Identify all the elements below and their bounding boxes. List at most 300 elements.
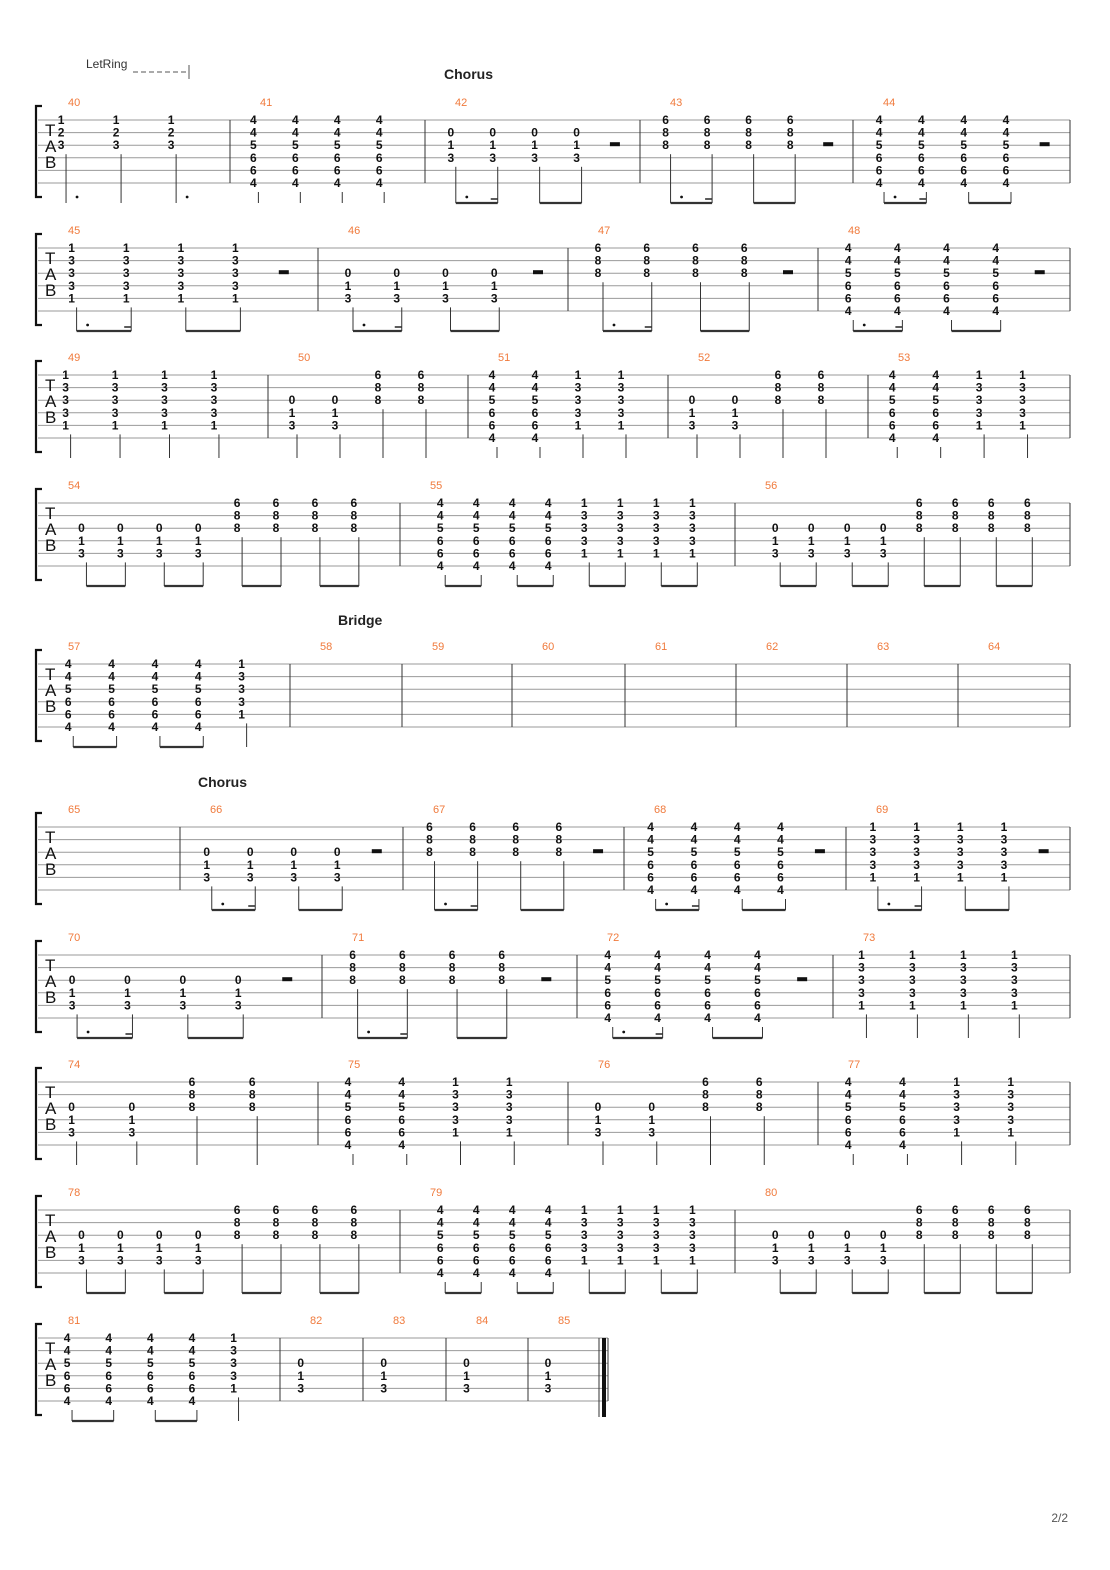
fret-number: 6 [1023,1203,1031,1217]
fret-number: 3 [652,521,660,536]
fret-number: 3 [1000,832,1008,847]
fret-number: 6 [654,985,661,1000]
fret-number: 1 [573,138,580,153]
fret-number: 1 [652,1253,660,1268]
fret-number: 1 [616,546,624,561]
fret-number: 4 [63,1343,71,1358]
fret-number: 1 [238,657,245,671]
rhythm-dot [863,324,866,327]
fret-number: 4 [777,820,784,834]
fret-number: 5 [488,393,496,408]
fret-number: 8 [469,845,476,860]
fret-number: 3 [380,1381,388,1396]
fret-number: 4 [333,176,341,190]
fret-number: 8 [951,521,959,536]
fret-number: 3 [210,393,218,408]
fret-number: 4 [472,496,480,510]
fret-number: 8 [755,1100,763,1115]
fret-number: 1 [505,1075,513,1089]
fret-number: 1 [68,985,76,1000]
fret-number: 3 [62,380,69,395]
fret-number: 1 [179,985,187,1000]
fret-number: 3 [909,973,916,988]
rest-symbol [593,849,603,853]
fret-number: 5 [472,1228,480,1243]
fret-number: 8 [594,266,602,281]
rest-symbol [797,977,807,981]
tab-clef-letter: B [45,1115,57,1134]
bar-number: 63 [877,641,890,653]
fret-number: 6 [248,1075,256,1089]
fret-number: 4 [105,1394,113,1408]
fret-number: 3 [288,418,296,433]
fret-number: 4 [194,657,202,671]
fret-number: 6 [436,1253,444,1268]
fret-number: 8 [702,1100,709,1115]
fret-number: 3 [616,1215,624,1230]
fret-number: 3 [975,405,983,420]
fret-number: 1 [111,368,119,382]
fret-number: 3 [1000,857,1008,872]
section-label: Chorus [444,66,493,82]
fret-number: 4 [960,125,968,140]
fret-number: 4 [894,253,901,268]
fret-number: 4 [63,1394,71,1408]
tab-clef-letter: T [45,1211,56,1230]
fret-number: 1 [177,241,185,255]
fret-number: 6 [233,496,241,510]
fret-number: 3 [688,418,696,433]
fret-number: 3 [155,546,163,561]
fret-number: 3 [771,1253,779,1268]
tab-system [36,352,1070,458]
bar-number: 51 [498,352,511,364]
fret-number: 6 [436,546,444,561]
fret-number: 6 [472,546,480,561]
fret-number: 8 [740,253,748,268]
fret-number: 8 [555,832,563,847]
fret-number: 1 [234,985,242,1000]
fret-number: 6 [555,820,563,834]
fret-number: 3 [128,1125,136,1140]
fret-number: 6 [844,278,852,293]
fret-number: 6 [692,241,699,255]
fret-number: 4 [488,368,496,382]
fret-number: 3 [68,266,75,281]
fret-number: 1 [505,1125,513,1140]
fret-number: 1 [960,998,967,1013]
fret-number: 6 [844,1112,852,1127]
fret-number: 3 [117,1253,124,1268]
fret-number: 0 [288,393,296,408]
fret-number: 1 [78,533,85,548]
fret-number: 3 [194,546,202,561]
fret-number: 3 [573,150,580,165]
fret-number: 4 [194,720,202,734]
fret-number: 6 [375,150,383,165]
fret-number: 2 [167,125,175,140]
fret-number: 4 [108,669,115,684]
fret-number: 1 [580,496,588,510]
fret-number: 4 [654,948,661,962]
fret-number: 5 [194,682,202,697]
fret-number: 0 [124,973,131,988]
fret-number: 6 [344,1125,352,1140]
bar-number: 42 [455,97,468,109]
fret-number: 1 [230,1381,237,1396]
fret-number: 5 [436,1228,444,1243]
fret-number: 6 [786,113,794,127]
fret-number: 6 [350,496,358,510]
fret-number: 6 [63,1368,71,1383]
fret-number: 6 [436,533,444,548]
fret-number: 1 [297,1368,305,1383]
fret-number: 4 [398,1075,406,1089]
fret-number: 4 [943,253,950,268]
fret-number: 8 [643,266,651,281]
fret-number: 0 [544,1356,552,1371]
fret-number: 6 [398,948,406,962]
fret-number: 1 [68,1112,75,1127]
fret-number: 1 [155,533,163,548]
fret-number: 8 [233,1228,241,1243]
fret-number: 8 [233,1215,241,1230]
fret-number: 1 [194,1240,202,1255]
fret-number: 3 [688,1215,696,1230]
fret-number: 6 [1002,150,1010,165]
fret-number: 1 [869,820,877,834]
fret-number: 3 [234,998,242,1013]
fret-number: 5 [333,138,341,153]
fret-number: 5 [604,973,612,988]
fret-number: 0 [731,393,739,408]
fret-number: 3 [57,138,65,153]
bar-number: 46 [348,225,361,237]
fret-number: 1 [122,291,130,306]
fret-number: 4 [188,1394,196,1408]
fret-number: 5 [344,1100,352,1115]
fret-number: 4 [932,431,940,445]
fret-number: 0 [771,521,779,536]
fret-number: 6 [894,291,901,306]
bar-number: 71 [352,932,365,944]
fret-number: 6 [894,278,901,293]
rest-symbol [372,849,382,853]
fret-number: 3 [975,380,983,395]
tab-clef-letter: B [45,1243,57,1262]
fret-number: 8 [662,125,669,140]
fret-number: 1 [652,546,660,561]
fret-number: 0 [442,266,449,281]
fret-number: 8 [692,253,699,268]
fret-number: 1 [807,1240,815,1255]
fret-number: 3 [1010,985,1018,1000]
fret-number: 3 [111,405,119,420]
fret-number: 3 [442,291,449,306]
fret-number: 4 [436,559,444,573]
fret-number: 1 [858,998,865,1013]
fret-number: 6 [498,948,506,962]
tab-clef-letter: A [45,972,57,991]
fret-number: 3 [238,694,245,709]
fret-number: 3 [1019,380,1026,395]
fret-number: 8 [448,973,456,988]
fret-number: 3 [594,1125,602,1140]
fret-number: 6 [488,405,496,420]
fret-number: 1 [117,533,124,548]
fret-number: 3 [652,533,660,548]
fret-number: 1 [393,278,401,293]
bar-number: 79 [430,1187,443,1199]
fret-number: 1 [879,533,887,548]
rhythm-dot [465,196,468,199]
bar-number: 64 [988,641,1001,653]
fret-number: 3 [111,393,119,408]
fret-number: 5 [654,973,661,988]
fret-number: 1 [869,870,877,885]
rest-symbol [1035,270,1045,274]
fret-number: 1 [616,1203,624,1217]
fret-number: 4 [932,368,940,382]
fret-number: 4 [344,1138,352,1152]
fret-number: 4 [943,304,950,318]
fret-number: 1 [953,1075,960,1089]
fret-number: 4 [64,669,72,684]
fret-number: 4 [291,125,299,140]
fret-number: 3 [177,278,185,293]
fret-number: 1 [580,546,588,561]
fret-number: 8 [1023,508,1031,523]
bar-number: 40 [68,97,81,109]
fret-number: 8 [398,973,406,988]
fret-number: 6 [374,368,382,382]
fret-number: 3 [616,521,624,536]
tab-clef-letter: A [45,844,57,863]
fret-number: 3 [230,1343,237,1358]
fret-number: 6 [875,150,883,165]
fret-number: 6 [488,418,496,433]
fret-number: 5 [1002,138,1010,153]
fret-number: 6 [508,533,516,548]
fret-number: 8 [398,960,406,975]
fret-number: 3 [232,266,239,281]
fret-number: 6 [740,241,748,255]
fret-number: 8 [915,521,923,536]
fret-number: 4 [875,125,883,140]
fret-number: 6 [690,870,698,885]
fret-number: 5 [108,682,115,697]
fret-number: 3 [1007,1087,1015,1102]
fret-number: 5 [647,845,654,860]
fret-number: 3 [616,533,624,548]
bar-number: 61 [655,641,668,653]
fret-number: 0 [843,1228,851,1243]
fret-number: 4 [333,113,341,127]
fret-number: 4 [754,1011,761,1025]
fret-number: 1 [1010,948,1018,962]
fret-number: 4 [250,176,257,190]
fret-number: 3 [179,998,187,1013]
fret-number: 5 [754,973,761,988]
fret-number: 6 [398,1112,406,1127]
fret-number: 0 [879,1228,887,1243]
rhythm-dot [76,196,79,199]
fret-number: 8 [272,1228,280,1243]
rhythm-dot [613,324,616,327]
fret-number: 3 [1007,1100,1015,1115]
fret-number: 1 [975,418,983,433]
bar-number: 74 [68,1059,81,1071]
fret-number: 5 [188,1356,196,1371]
rhythm-dot [363,324,366,327]
fret-number: 6 [704,985,711,1000]
rhythm-dot [186,196,189,199]
fret-number: 4 [488,380,496,395]
fret-number: 6 [508,1240,516,1255]
fret-number: 1 [858,948,865,962]
fret-number: 4 [704,1011,711,1025]
fret-number: 8 [374,380,382,395]
fret-number: 6 [918,163,925,178]
fret-number: 1 [879,1240,887,1255]
fret-number: 4 [531,431,539,445]
fret-number: 6 [960,150,968,165]
fret-number: 1 [1007,1075,1015,1089]
fret-number: 4 [992,304,1000,318]
fret-number: 1 [1000,820,1008,834]
fret-number: 8 [417,393,425,408]
fret-number: 6 [512,820,520,834]
fret-number: 6 [436,1240,444,1255]
fret-number: 4 [647,832,654,847]
fret-number: 6 [733,870,741,885]
fret-number: 4 [250,125,257,140]
fret-number: 3 [1019,405,1026,420]
page-number: 2/2 [1051,1511,1068,1525]
fret-number: 5 [899,1100,906,1115]
fret-number: 8 [417,380,425,395]
fret-number: 4 [64,720,72,734]
fret-number: 4 [1002,125,1010,140]
fret-number: 6 [654,998,661,1013]
fret-number: 8 [498,973,506,988]
fret-number: 1 [648,1112,656,1127]
fret-number: 6 [272,496,280,510]
fret-number: 6 [448,948,456,962]
fret-number: 1 [574,418,582,433]
fret-number: 3 [574,393,582,408]
fret-number: 1 [161,418,168,433]
fret-number: 8 [951,508,959,523]
fret-number: 3 [652,1240,660,1255]
fret-number: 8 [594,253,602,268]
fret-number: 8 [469,832,476,847]
fret-number: 4 [146,1343,154,1358]
fret-number: 4 [472,1266,480,1280]
fret-number: 4 [844,1075,852,1089]
fret-number: 3 [78,1253,85,1268]
fret-number: 8 [311,521,319,536]
fret-number: 3 [913,832,920,847]
bar-number: 62 [766,641,779,653]
fret-number: 8 [915,1228,923,1243]
fret-number: 8 [745,138,752,153]
fret-number: 4 [151,720,159,734]
fret-number: 4 [690,832,698,847]
fret-number: 4 [544,1215,552,1230]
fret-number: 5 [508,521,516,536]
fret-number: 6 [398,1125,406,1140]
fret-number: 3 [489,150,497,165]
rhythm-dot [87,1031,90,1034]
fret-number: 6 [544,533,552,548]
fret-number: 8 [1023,1215,1031,1230]
fret-number: 4 [108,657,115,671]
fret-number: 4 [436,1203,444,1217]
fret-number: 1 [1019,418,1026,433]
fret-number: 8 [350,508,358,523]
fret-number: 4 [508,559,516,573]
fret-number: 6 [875,163,883,178]
fret-number: 4 [647,883,654,897]
fret-number: 3 [909,985,916,1000]
fret-number: 2 [112,125,120,140]
bar-number: 44 [883,97,896,109]
fret-number: 3 [331,418,339,433]
fret-number: 4 [918,125,925,140]
fret-number: 1 [616,496,624,510]
tab-clef-letter: A [45,137,57,156]
rhythm-dot [622,1031,625,1034]
fret-number: 8 [272,508,280,523]
fret-number: 3 [617,380,625,395]
bar-number: 77 [848,1059,861,1071]
fret-number: 5 [875,138,883,153]
fret-number: 4 [398,1138,406,1152]
fret-number: 0 [179,973,187,988]
fret-number: 1 [617,418,625,433]
bar-number: 48 [848,225,861,237]
fret-number: 1 [62,418,69,433]
fret-number: 5 [844,1100,852,1115]
fret-number: 3 [953,1087,960,1102]
fret-number: 3 [879,546,887,561]
fret-number: 5 [291,138,299,153]
fret-number: 1 [203,857,211,872]
fret-number: 3 [463,1381,470,1396]
bar-number: 60 [542,641,555,653]
fret-number: 3 [616,1228,624,1243]
fret-number: 3 [232,278,239,293]
fret-number: 6 [888,418,896,433]
fret-number: 8 [555,845,563,860]
fret-number: 6 [544,1240,552,1255]
fret-number: 1 [78,1240,85,1255]
fret-number: 4 [844,1087,852,1102]
fret-number: 6 [844,1125,852,1140]
fret-number: 3 [177,253,185,268]
fret-number: 1 [771,533,779,548]
fret-number: 8 [498,960,506,975]
fret-number: 8 [350,521,358,536]
fret-number: 8 [702,1087,709,1102]
fret-number: 8 [643,253,651,268]
fret-number: 6 [647,857,654,872]
fret-number: 6 [754,985,761,1000]
fret-number: 5 [894,266,901,281]
fret-number: 6 [64,707,72,722]
fret-number: 4 [105,1331,113,1345]
